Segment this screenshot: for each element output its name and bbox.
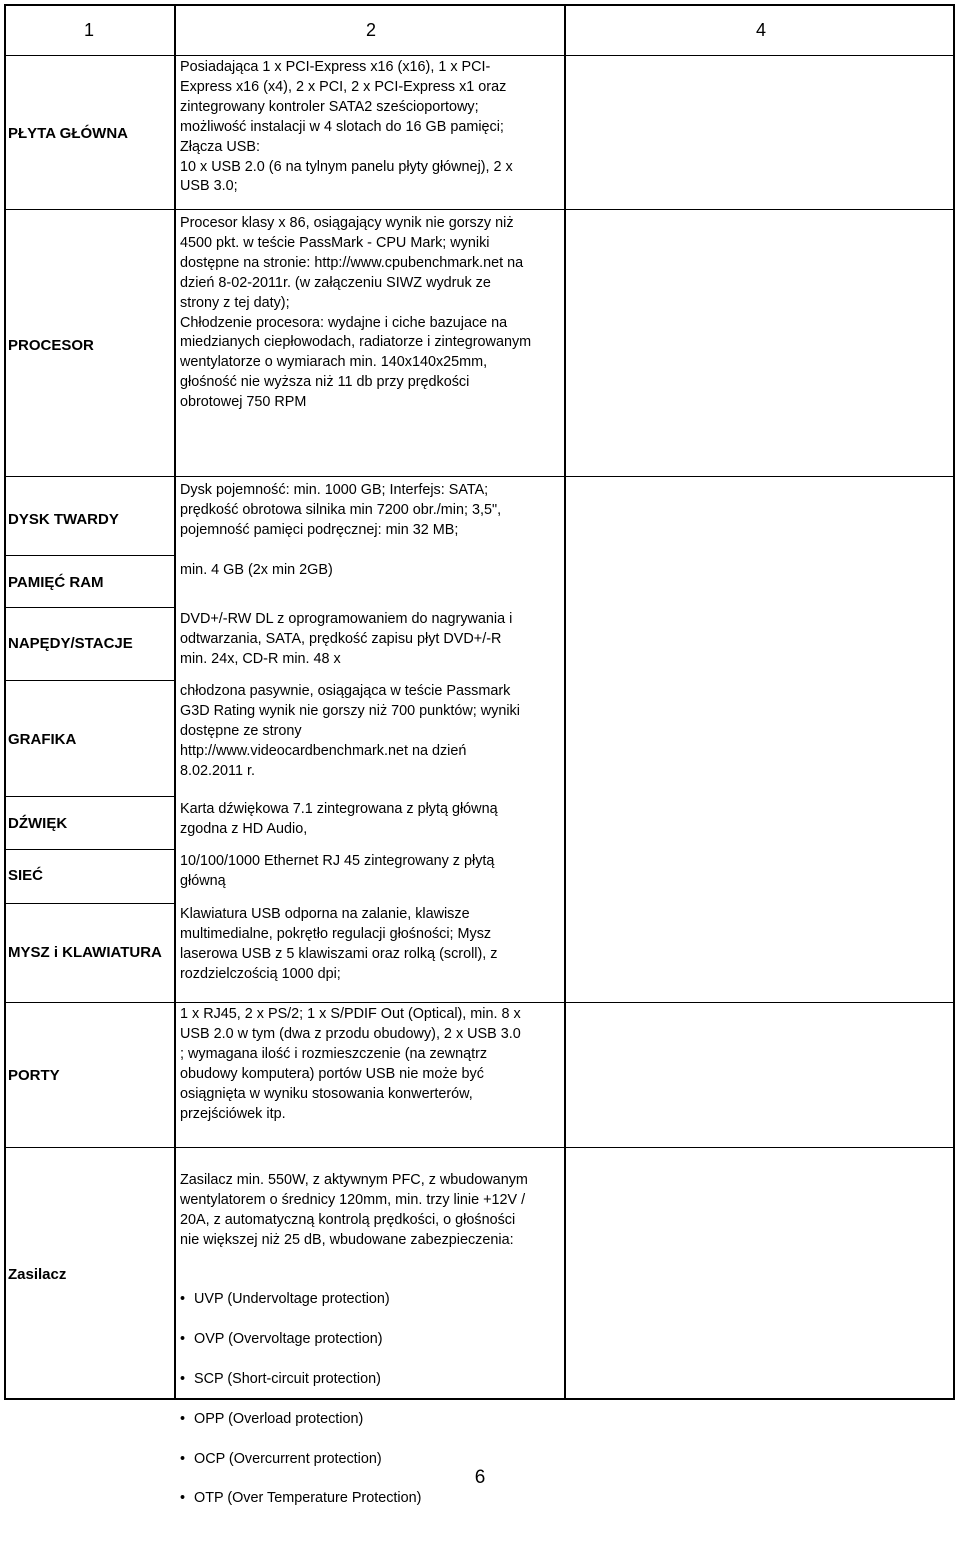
spec-mysz-klawiatura: Klawiatura USB odporna na zalanie, klawisze multimedialne, pokrętło regulacji głośności; Mysz laserowa USB z 5 klawiszami oraz rolką (scroll), z rozdzielczością 1000 dpi; xyxy=(180,906,498,982)
spec-napedy-stacje: DVD+/-RW DL z oprogramowaniem do nagrywania i odtwarzania, SATA, prędkość zapisu płyt DVD+/-R min. 24x, CD-R min. 48 x xyxy=(180,611,513,667)
spec-porty: 1 x RJ45, 2 x PS/2; 1 x S/PDIF Out (Optical), min. 8 x USB 2.0 w tym (dwa z przodu obudowy), 2 x USB 3.0 ; wymagana ilość i rozmieszczenie (na zewnątrz obudowy komputera) portów USB nie może być osiągnięta w wyniku stosowania konwerterów, przejściówek itp. xyxy=(180,1006,521,1122)
spec-siec: 10/100/1000 Ethernet RJ 45 zintegrowany z płytą główną xyxy=(180,853,495,889)
spec-dzwiek: Karta dźwiękowa 7.1 zintegrowana z płytą główną zgodna z HD Audio, xyxy=(180,801,498,837)
label-zasilacz: Zasilacz xyxy=(8,1266,67,1283)
row-divider xyxy=(4,1147,955,1148)
spec-pamiec-ram: min. 4 GB (2x min 2GB) xyxy=(180,562,333,578)
row-divider xyxy=(4,607,176,608)
row-divider xyxy=(4,849,176,850)
spec-grafika: chłodzona pasywnie, osiągająca w teście Passmark G3D Rating wynik nie gorszy niż 700 punktów; wyniki dostępne ze strony http://www.videocardbenchmark.net na dzień 8.02.2011 r. xyxy=(180,683,520,779)
list-item: • UVP (Undervoltage protection) xyxy=(180,1290,560,1310)
row-divider xyxy=(4,555,176,556)
label-dzwiek: DŹWIĘK xyxy=(8,815,68,832)
row-divider xyxy=(4,209,955,210)
label-procesor: PROCESOR xyxy=(8,337,94,354)
row-divider xyxy=(4,680,176,681)
row-divider xyxy=(4,55,955,56)
page-number: 6 xyxy=(474,1467,486,1488)
column-number-4: 4 xyxy=(756,20,767,40)
list-item: • OCP (Overcurrent protection) xyxy=(180,1450,560,1470)
row-divider xyxy=(4,1002,955,1003)
label-mysz-klawiatura: MYSZ i KLAWIATURA xyxy=(8,944,162,961)
spec-plyta-glowna: Posiadająca 1 x PCI-Express x16 (x16), 1 x PCI- Express x16 (x4), 2 x PCI, 2 x PCI-Express x1 oraz zintegrowany kontroler SATA2 sześcioportowy; możliwość instalacji w 4 slotach do 16 GB pamięci; Złącza USB: 10 x USB 2.0 (6 na tylnym panelu płyty głównej), 2 x USB 3.0; xyxy=(180,59,513,195)
row-divider xyxy=(4,796,176,797)
spec-zasilacz xyxy=(180,1151,560,1549)
spec-zasilacz-intro: Zasilacz min. 550W, z aktywnym PFC, z wbudowanym wentylatorem o średnicy 120mm, min. trzy linie +12V / 20A, z automatyczną kontrolą prędkości, o głośności nie większej niż 25 dB, wbudowane zabezpieczenia: xyxy=(180,1171,528,1248)
column-number-2: 2 xyxy=(366,20,377,40)
label-pamiec-ram: PAMIĘĆ RAM xyxy=(8,574,104,591)
label-dysk-twardy: DYSK TWARDY xyxy=(8,511,119,528)
label-plyta-glowna: PŁYTA GŁÓWNA xyxy=(8,125,128,142)
column-number-1: 1 xyxy=(84,20,95,40)
column-divider xyxy=(174,4,176,1400)
label-grafika: GRAFIKA xyxy=(8,731,77,748)
spec-procesor: Procesor klasy x 86, osiągający wynik nie gorszy niż 4500 pkt. w teście PassMark - CPU Mark; wyniki dostępne na stronie: http://www.cpubenchmark.net na dzień 8-02-2011r. (w załączeniu SIWZ wydruk ze strony z tej daty); Chłodzenie procesora: wydajne i ciche bazujace na miedzianych ciepłowodach, radiatorze i zintegrowanym wentylatorze o wymiarach min. 140x140x25mm, głośność nie wyższa niż 11 db przy prędkości obrotowej 750 RPM xyxy=(180,215,532,411)
list-item: • OPP (Overload protection) xyxy=(180,1410,560,1430)
label-napedy-stacje: NAPĘDY/STACJE xyxy=(8,635,133,652)
label-siec: SIEĆ xyxy=(8,867,44,884)
list-item: • OVP (Overvoltage protection) xyxy=(180,1330,560,1350)
label-porty: PORTY xyxy=(8,1067,60,1084)
spec-dysk-twardy: Dysk pojemność: min. 1000 GB; Interfejs: SATA; prędkość obrotowa silnika min 7200 obr./min; 3,5", pojemność pamięci podręcznej: min 32 MB; xyxy=(180,482,502,538)
row-divider xyxy=(4,476,955,477)
list-item: • OTP (Over Temperature Protection) xyxy=(180,1489,560,1509)
column-divider xyxy=(564,4,566,1400)
list-item: • SCP (Short-circuit protection) xyxy=(180,1370,560,1390)
row-divider xyxy=(4,903,176,904)
protection-list xyxy=(180,1270,560,1529)
